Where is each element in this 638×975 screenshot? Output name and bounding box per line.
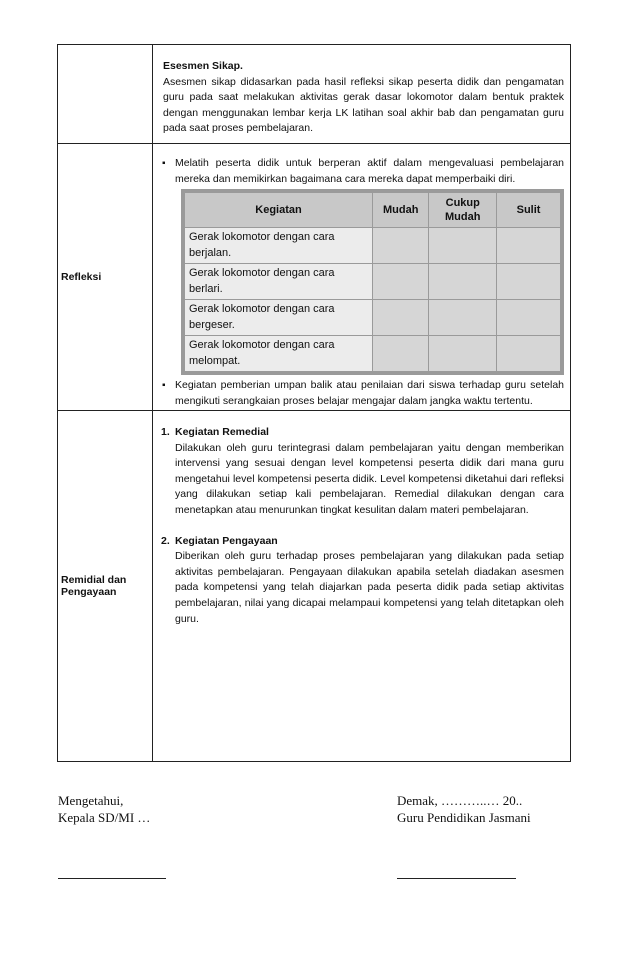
checkbox-cukup-mudah	[429, 336, 497, 372]
reflection-header-row	[185, 193, 561, 228]
row-asesmen	[58, 45, 571, 144]
item-1-number: 1.	[161, 426, 170, 438]
remedial-item-2	[159, 534, 564, 628]
activity-cell: Gerak lokomotor dengan cara melompat.	[185, 336, 373, 372]
signature-line-left	[58, 878, 166, 879]
checkbox-cukup-mudah	[429, 264, 497, 300]
activity-cell: Gerak lokomotor dengan cara bergeser.	[185, 300, 373, 336]
item-2-number: 2.	[161, 534, 170, 547]
table-row	[185, 264, 561, 300]
item-2-title: Kegiatan Pengayaan	[175, 534, 278, 547]
place-date-text: Demak, ………..… 20..	[397, 793, 523, 808]
item-1-title: Kegiatan Remedial	[175, 426, 269, 438]
checkbox-mudah	[373, 300, 429, 336]
remedial-left-cell	[58, 411, 153, 762]
header-kegiatan: Kegiatan	[185, 193, 373, 228]
header-sulit: Sulit	[497, 193, 561, 228]
row-refleksi	[58, 144, 571, 411]
remedial-label: Remidial dan Pengayaan	[61, 574, 127, 598]
refleksi-bullet-1: ▪ Melatih peserta didik untuk berperan aktif dalam mengevaluasi pembelajaran mereka dan memikirkan bagaimana cara mereka dapat memperbaiki diri.	[159, 156, 564, 187]
reflection-table	[184, 192, 561, 372]
header-mudah: Mudah	[373, 193, 429, 228]
signature-line-right	[397, 878, 516, 879]
refleksi-bullet-2: ▪ Kegiatan pemberian umpan balik atau penilaian dari siswa terhadap guru setelah mengikuti serangkaian proses belajar mengajar dalam jangka waktu tertentu.	[159, 378, 564, 409]
table-row	[185, 300, 561, 336]
asesmen-content-cell	[153, 45, 571, 144]
checkbox-mudah	[373, 228, 429, 264]
asesmen-body: Asesmen sikap didasarkan pada hasil refleksi sikap peserta didik dan pengamatan guru pada saat melakukan aktivitas gerak dasar lokomotor dalam bentuk praktek dengan menggunakan lembar kerja LK latihan soal akhir bab dan pengamatan guru pada saat proses pembelajaran.	[163, 75, 564, 135]
activity-cell: Gerak lokomotor dengan cara berlari.	[185, 264, 373, 300]
signature-left	[58, 792, 150, 826]
checkbox-mudah	[373, 336, 429, 372]
asesmen-title: Esesmen Sikap.	[163, 60, 243, 72]
header-cukup-mudah: Cukup Mudah	[429, 193, 497, 228]
table-row	[185, 336, 561, 372]
checkbox-sulit	[497, 228, 561, 264]
checkbox-sulit	[497, 300, 561, 336]
table-row	[185, 228, 561, 264]
item-1-body: Dilakukan oleh guru terintegrasi dalam pembelajaran yaitu dengan memberikan intervensi yang sesuai dengan level kompetensi peserta didik dari mana guru mengetahui level kompetensi peserta didik. Level kompetensi diketahui dari refleksi yang dilakukan setiap kali pembelajaran. Remedial dilakukan dengan cara menetapkan atau menurunkan tingkat kesulitan dalam materi pembelajaran.	[175, 441, 564, 516]
asesmen-left-cell	[58, 45, 153, 144]
checkbox-mudah	[373, 264, 429, 300]
refleksi-label: Refleksi	[61, 271, 102, 283]
kepala-text: Kepala SD/MI …	[58, 810, 151, 825]
refleksi-left-cell	[58, 144, 153, 411]
row-remedial	[58, 411, 571, 762]
activity-cell: Gerak lokomotor dengan cara berjalan.	[185, 228, 373, 264]
signature-right	[397, 792, 531, 826]
remedial-item-1	[159, 425, 564, 519]
checkbox-sulit	[497, 264, 561, 300]
checkbox-sulit	[497, 336, 561, 372]
assessment-table	[57, 44, 571, 762]
refleksi-image-table	[181, 189, 564, 375]
mengetahui-text: Mengetahui,	[58, 793, 124, 808]
refleksi-content-cell	[153, 144, 571, 411]
checkbox-cukup-mudah	[429, 228, 497, 264]
guru-text: Guru Pendidikan Jasmani	[397, 810, 531, 825]
checkbox-cukup-mudah	[429, 300, 497, 336]
item-2-body: Diberikan oleh guru terhadap proses pembelajaran yang dilakukan pada setiap aktivitas pembelajaran. Pengayaan dilakukan apabila setelah diadakan asesmen pada kompetensi yang telah diajarkan pada peserta didik pada setiap aktivitas pembelajaran, nilai yang dicapai melampaui kompetensi yang telah ditetapkan oleh guru.	[175, 550, 564, 625]
remedial-content-cell	[153, 411, 571, 762]
